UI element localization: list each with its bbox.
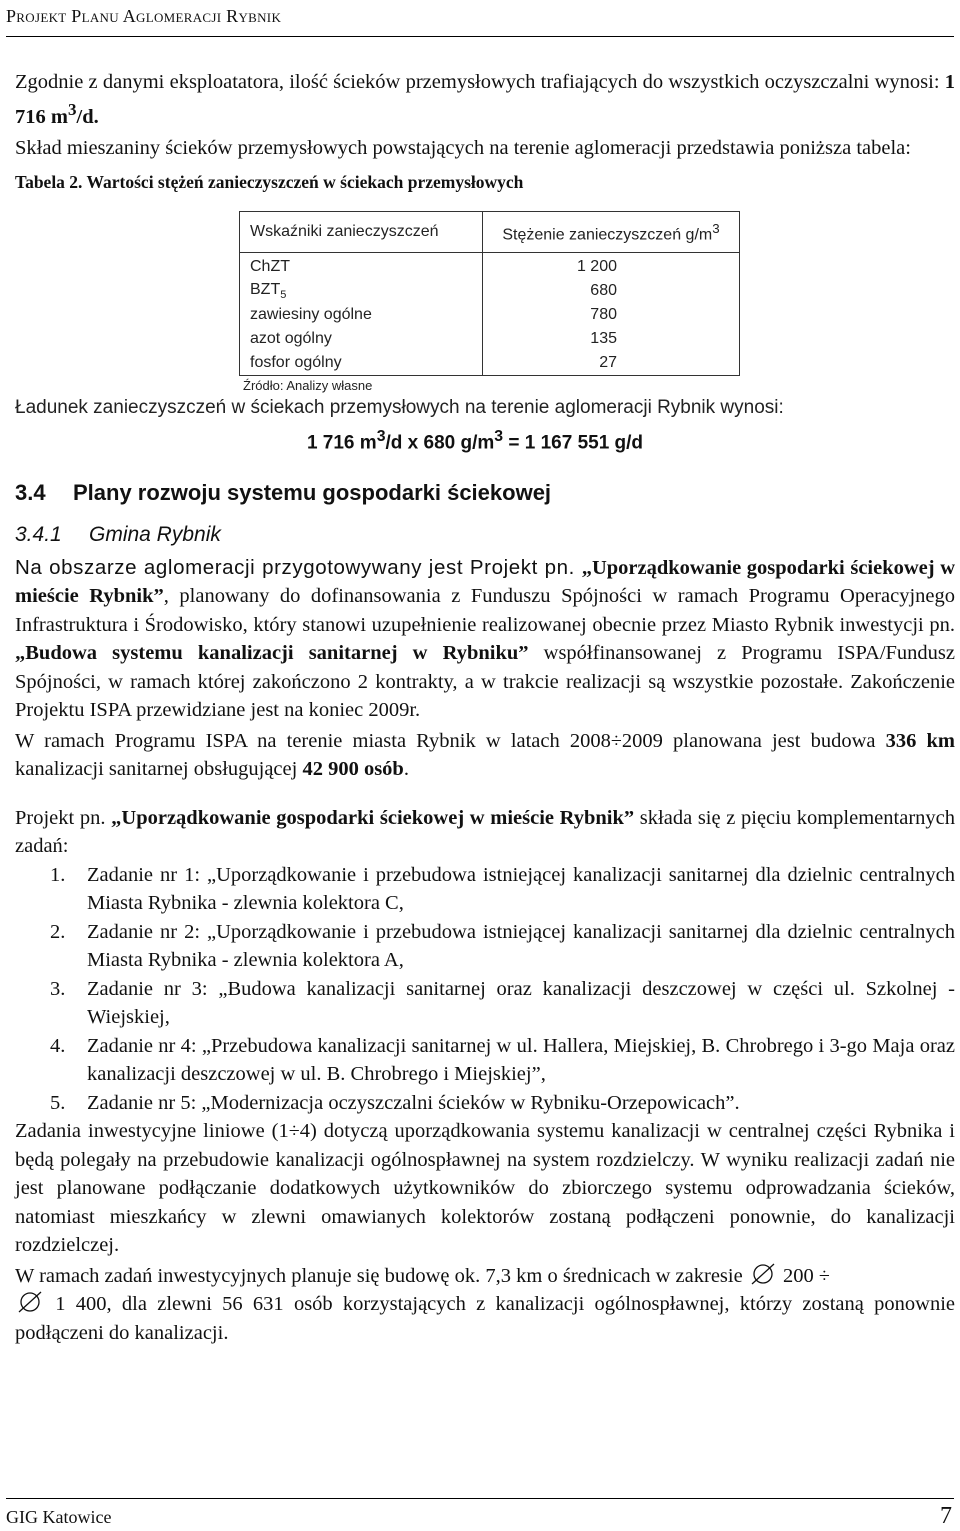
task-item [15, 918, 955, 975]
text-segment: kanalizacji sanitarnej obsługującej [15, 758, 303, 781]
pollutant-label: ChZT [250, 258, 290, 276]
task-text: Zadanie nr 5: „Modernizacja oczyszczalni ścieków w Rybniku-Orzepowicach”. [87, 1091, 740, 1114]
page-header [6, 0, 954, 37]
paragraph-composition-intro: Skład mieszaniny ścieków przemysłowych powstających na terenie aglomeracji przedstawia poniższa tabela: [15, 136, 911, 159]
volume-number: 1 716 m [15, 71, 955, 129]
text-segment: W ramach zadań inwestycyjnych planuje się budowę ok. 7,3 km o średnicach w zakresie [15, 1264, 748, 1287]
text-segment: 4) dotyczą uporządkowania systemu kanalizacji w centralnej części Rybnika i będą polegały na przebudowie kanalizacji ogólnospławnej na system rozdzielczy. W wyniku realizacji zadań nie jest planowane podłączanie dodatkowych użytkowników do zbiorczego systemu odprowadzania ścieków, natomiast mieszkańcy w zlewni omawianych kolektorów zostaną podłączeni ponownie, do kanalizacji rozdzielczej. [15, 1120, 955, 1257]
section-heading [15, 478, 955, 508]
task-number: 1. [50, 863, 66, 886]
table-row [240, 303, 740, 327]
table-row [240, 279, 740, 303]
pollutant-label: zawiesiny ogólne [250, 306, 372, 324]
formula-result: = 1 167 551 g/d [503, 432, 644, 454]
header-concentration [483, 212, 740, 253]
pollutant-name [240, 303, 483, 327]
table-header-row [240, 212, 740, 253]
text-segment: Na obszarze aglomeracji przygotowywany jest Projekt pn. [15, 555, 582, 579]
pollutant-name [240, 327, 483, 351]
task-item [15, 861, 955, 918]
pollutant-load-line: Ładunek zanieczyszczeń w ściekach przemysłowych na terenie aglomeracji Rybnik wynosi: [15, 397, 784, 419]
pollutant-name [240, 279, 483, 303]
division-symbol: ÷ [818, 1264, 830, 1287]
text-segment: 2009 planowana jest budowa [621, 729, 886, 752]
page-footer [6, 1498, 954, 1529]
concentration-value: 680 [483, 279, 740, 303]
pollutants-table [239, 211, 740, 376]
task-item [15, 975, 955, 1032]
task-text: Zadanie nr 4: „Przebudowa kanalizacji sanitarnej w ul. Hallera, Miejskiej, B. Chrobrego i 3-go Maja oraz kanalizacji deszczowej w ul. B. Chrobrego i Miejskiej”, [87, 1034, 955, 1086]
subsection-heading [15, 520, 955, 550]
task-number: 5. [50, 1091, 66, 1114]
task-number: 2. [50, 920, 66, 943]
concentration-value: 135 [483, 327, 740, 351]
table-row [240, 351, 740, 376]
pollutant-label: fosfor ogólny [250, 354, 342, 372]
task-text: Zadanie nr 1: „Uporządkowanie i przebudowa istniejącej kanalizacji sanitarnej dla dzielnic centralnych Miasta Rybnika - zlewnia kolektora C, [87, 863, 955, 915]
table-body [240, 253, 740, 376]
formula-exponent: 3 [376, 428, 386, 446]
paragraph-project-tasks-intro [15, 804, 955, 861]
volume-unit-tail: /d. [76, 106, 99, 129]
pollutant-load-formula [15, 423, 955, 457]
header-concentration-exponent: 3 [712, 220, 720, 236]
formula-part: /d x 680 g/m [385, 432, 495, 454]
text-segment: współfinansowanej z Programu ISPA/Fundusz Spójności, w ramach której zakończono 2 kontrakty, a w trakcie realizacji są wszystkie pozostałe. Zakończenie Projektu ISPA przewidziane jest na koniec 2009r. [15, 642, 955, 722]
text-segment: Projekt pn. [15, 806, 112, 829]
page-content [15, 68, 955, 1347]
table-caption: Tabela 2. Wartości stężeń zanieczyszczeń w ściekach przemysłowych [15, 172, 524, 193]
task-text: Zadanie nr 3: „Budowa kanalizacji sanitarnej oraz kanalizacji deszczowej w części ul. Szkolnej - Wiejskiej, [87, 977, 955, 1029]
task-item [15, 1032, 955, 1089]
pollutant-label: azot ogólny [250, 330, 332, 348]
paragraph-ispa-scope [15, 727, 955, 784]
project-name: „Uporządkowanie gospodarki ściekowej w mieście Rybnik” [15, 556, 955, 608]
task-item [15, 1089, 955, 1118]
sewer-length: 336 km [885, 729, 955, 752]
header-title: Projekt Planu Aglomeracji Rybnik [6, 6, 282, 26]
section-title: Plany rozwoju systemu gospodarki ściekowej [73, 479, 552, 505]
text-segment: W ramach Programu ISPA na terenie miasta Rybnik w latach 2008 [15, 729, 611, 752]
concentration-value: 27 [483, 351, 740, 376]
section-number: 3.4 [15, 479, 46, 505]
subsection-number: 3.4.1 [15, 522, 62, 546]
text-segment: . [403, 758, 409, 781]
volume-unit-exponent: 3 [67, 100, 77, 120]
diameter-icon [15, 1291, 45, 1313]
paragraph-industrial-volume [15, 68, 955, 132]
division-symbol: ÷ [288, 1120, 300, 1143]
table-row [240, 327, 740, 351]
population-served: 42 900 osób [302, 758, 404, 781]
table-source: Źródło: Analizy własne [243, 378, 373, 394]
ispa-project-name: „Budowa systemu kanalizacji sanitarnej w Rybniku” [15, 642, 529, 665]
division-symbol: ÷ [610, 729, 622, 752]
pollutant-name [240, 253, 483, 280]
text-segment: 1 400, dla zlewni 56 631 osób korzystających z kanalizacji ogólnospławnej, którzy zostaną ponownie podłączeni do kanalizacji. [15, 1293, 955, 1344]
pollutant-subscript: 5 [280, 289, 287, 302]
task-number: 3. [50, 977, 66, 1000]
text-segment: , planowany do dofinansowania z Funduszu Spójności w ramach Programu Operacyjnego Infrastruktura i Środowisko, który stanowi uzupełnienie realizowanej obecnie przez Miasto Rybnik inwestycji pn. [15, 585, 955, 636]
text-segment: Zgodnie z danymi eksploatatora, ilość ścieków przemysłowych trafiających do wszystkich oczyszczalni wynosi: [15, 71, 945, 93]
formula-exponent: 3 [494, 428, 504, 446]
concentration-value: 1 200 [483, 253, 740, 280]
task-text: Zadanie nr 2: „Uporządkowanie i przebudowa istniejącej kanalizacji sanitarnej dla dzielnic centralnych Miasta Rybnika - zlewnia kolektora A, [87, 920, 955, 972]
task-list [15, 861, 955, 1118]
text-segment: Zadania inwestycyjne liniowe (1 [15, 1120, 289, 1143]
paragraph-project-description [15, 554, 955, 725]
task-number: 4. [50, 1034, 66, 1057]
subsection-title: Gmina Rybnik [89, 522, 221, 546]
paragraph-linear-tasks [15, 1117, 955, 1260]
concentration-value: 780 [483, 303, 740, 327]
text-segment: składa się z pięciu komplementarnych zadań: [15, 806, 955, 858]
header-concentration-label: Stężenie zanieczyszczeń g/m [502, 225, 713, 243]
formula-part: 1 716 m [306, 432, 377, 454]
diameter-icon [748, 1263, 778, 1285]
page-number: 7 [940, 1503, 952, 1529]
footer-organization: GIG Katowice [6, 1507, 112, 1527]
pollutant-label: BZT [250, 281, 281, 299]
pollutant-name [240, 351, 483, 376]
paragraph-diameters [15, 1262, 955, 1348]
table-row [240, 253, 740, 280]
header-indicator: Wskaźniki zanieczyszczeń [240, 212, 483, 253]
text-segment: 200 [777, 1264, 819, 1287]
project-name: „Uporządkowanie gospodarki ściekowej w mieście Rybnik” [111, 806, 635, 829]
